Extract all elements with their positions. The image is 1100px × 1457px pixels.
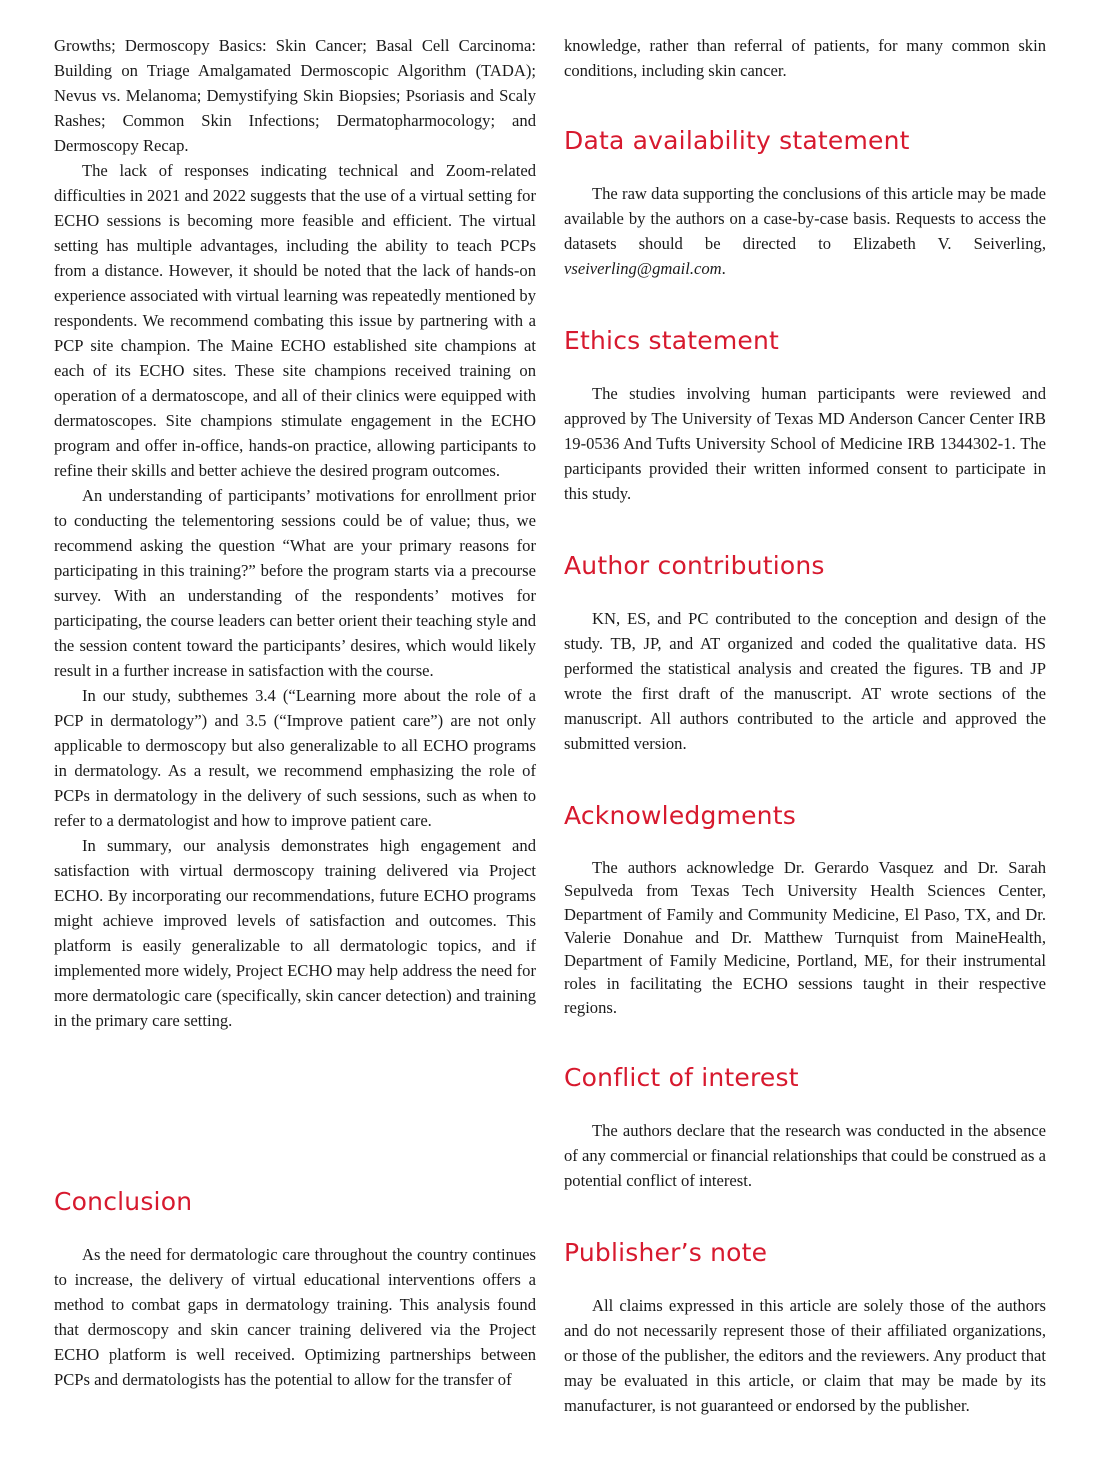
publishers-note-text: All claims expressed in this article are solely those of the authors and do not necessarily represent those of their affiliated organizations, or those of the publisher, the editors and the reviewers. Any product that may be evaluated in this article, or claim that may be made by its manufacturer, is not guaranteed or endorsed by the publisher.	[564, 1296, 1046, 1415]
paragraph-summary: In summary, our analysis demonstrates high engagement and satisfaction with virtual dermoscopy training delivered via Project ECHO. By incorporating our recommendations, future ECHO programs might achieve improved levels of satisfaction and outcomes. This platform is easily generalizable to all dermatologic topics, and if implemented more widely, Project ECHO may help address the need for more dermatologic care (specifically, skin cancer detection) and training in the primary care setting.	[54, 836, 536, 1030]
paragraph-motivations: An understanding of participants’ motivations for enrollment prior to conducting the telementoring sessions could be of value; thus, we recommend asking the question “What are your primary reasons for participating in this training?” before the program starts via a precourse survey. With an understanding of the respondents’ motives for participating, the course leaders can better orient their teaching style and the session content toward the participants’ desires, which would likely result in a further increase in satisfaction with the course.	[54, 486, 536, 680]
heading-acknowledgments: Acknowledgments	[564, 801, 796, 830]
email-suffix: .	[721, 259, 726, 278]
heading-conflict-of-interest: Conflict of interest	[564, 1063, 799, 1092]
conclusion-text: As the need for dermatologic care throughout the country continues to increase, the delivery of virtual educational interventions offers a method to combat gaps in dermatology training. This analysis found that dermoscopy and skin cancer training delivered via the Project ECHO platform is well received. Optimizing partnerships between PCPs and dermatologists has the potential to allow for the transfer of	[54, 1245, 536, 1389]
paragraph-topics-continued: Growths; Dermoscopy Basics: Skin Cancer; Basal Cell Carcinoma: Building on Triage Amalgamated Dermoscopic Algorithm (TADA); Nevus vs. Melanoma; Demystifying Skin Biopsies; Psoriasis and Scaly Rashes; Common Skin Infections; Dermatopharmocology; and Dermoscopy Recap.	[54, 36, 536, 155]
left-column	[54, 33, 536, 1389]
conflict-of-interest-text: The authors declare that the research was conducted in the absence of any commercial or financial relationships that could be construed as a potential conflict of interest.	[564, 1121, 1046, 1190]
ethics-text: The studies involving human participants were reviewed and approved by The University of Texas MD Anderson Cancer Center IRB 19-0536 And Tufts University School of Medicine IRB 1344302-1. The participants provided their written informed consent to participate in this study.	[564, 384, 1046, 503]
paragraph-virtual-setting: The lack of responses indicating technical and Zoom-related difficulties in 2021 and 2022 suggests that the use of a virtual setting for ECHO sessions is becoming more feasible and efficient. The virtual setting has multiple advantages, including the ability to teach PCPs from a distance. However, it should be noted that the lack of hands-on experience associated with virtual learning was repeatedly mentioned by respondents. We recommend combating this issue by partnering with a PCP site champion. The Maine ECHO established site champions at each of its ECHO sites. These site champions received training on operation of a dermatoscope, and all of their clinics were equipped with dermatoscopes. Site champions stimulate engagement in the ECHO program and offer in-office, hands-on practice, allowing participants to refine their skills and better achieve the desired program outcomes.	[54, 161, 536, 480]
section-conflict-of-interest	[564, 1063, 1046, 1193]
author-contributions-text: KN, ES, and PC contributed to the conception and design of the study. TB, JP, and AT organized and coded the qualitative data. HS performed the statistical analysis and created the figures. TB and JP wrote the first draft of the manuscript. AT wrote sections of the manuscript. All authors contributed to the article and approved the submitted version.	[564, 609, 1046, 753]
data-availability-text	[564, 181, 1046, 281]
section-ethics	[564, 326, 1046, 506]
paragraph-continuation: knowledge, rather than referral of patients, for many common skin conditions, including skin cancer.	[564, 36, 1046, 80]
section-publishers-note	[564, 1238, 1046, 1418]
heading-ethics: Ethics statement	[564, 326, 780, 355]
section-acknowledgments	[564, 801, 1046, 1019]
data-availability-body: The raw data supporting the conclusions of this article may be made available by the authors on a case-by-case basis. Requests to access the datasets should be directed to Elizabeth V. Seiverling,	[564, 184, 1046, 253]
contact-email-link[interactable]: vseiverling@gmail.com	[564, 259, 722, 278]
acknowledgments-text: The authors acknowledge Dr. Gerardo Vasquez and Dr. Sarah Sepulveda from Texas Tech University Health Sciences Center, Department of Family and Community Medicine, El Paso, TX, and Dr. Valerie Donahue and Dr. Matthew Turnquist from MaineHealth, Department of Family Medicine, Portland, ME, for their instrumental roles in facilitating the ECHO sessions taught in their respective regions.	[564, 858, 1046, 1017]
section-conclusion	[54, 1187, 536, 1392]
heading-data-availability: Data availability statement	[564, 126, 910, 155]
paragraph-subthemes: In our study, subthemes 3.4 (“Learning more about the role of a PCP in dermatology”) and 3.5 (“Improve patient care”) are not only applicable to dermoscopy but also generalizable to all ECHO programs in dermatology. As a result, we recommend emphasizing the role of PCPs in dermatology in the delivery of such sessions, such as when to refer to a dermatologist and how to improve patient care.	[54, 686, 536, 830]
heading-author-contributions: Author contributions	[564, 551, 825, 580]
heading-conclusion: Conclusion	[54, 1187, 193, 1216]
right-column	[564, 33, 1046, 1415]
section-author-contributions	[564, 551, 1046, 756]
section-data-availability	[564, 126, 1046, 281]
heading-publishers-note: Publisher’s note	[564, 1238, 768, 1267]
